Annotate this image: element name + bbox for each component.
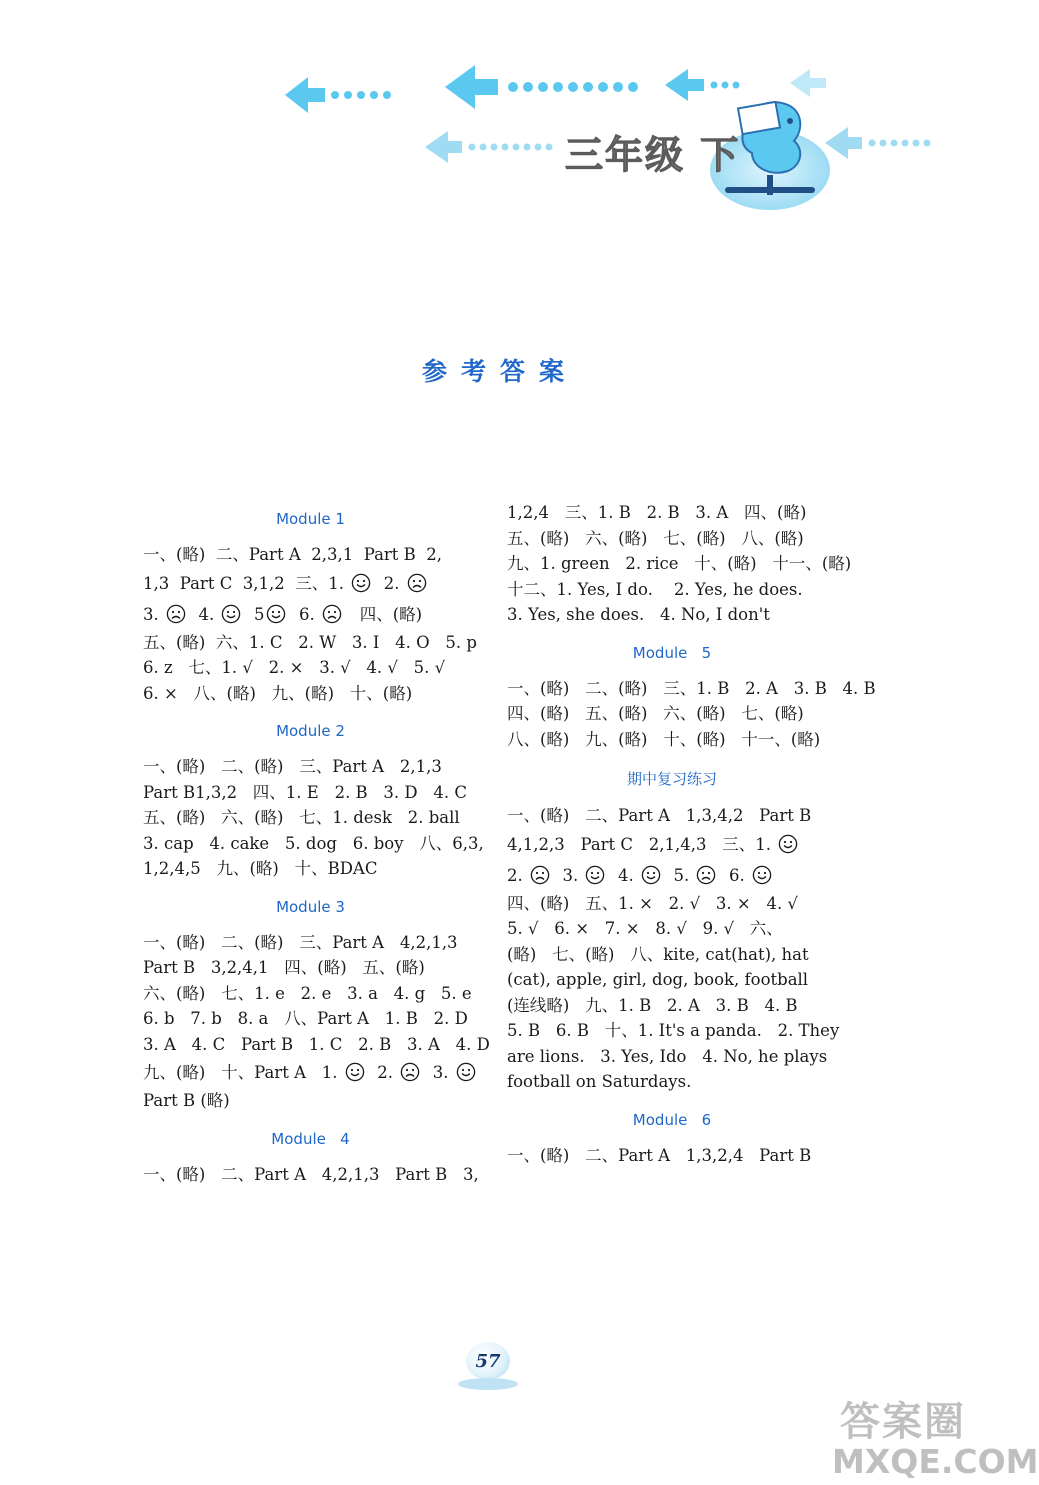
section-heading: Module 6: [632, 1110, 712, 1129]
answer-line: 五、(略) 六、(略) 七、1. desk 2. ball: [143, 808, 460, 827]
section-heading: Module 2: [276, 722, 345, 740]
answer-line: Part B (略): [143, 1091, 230, 1110]
section-heading: Module 1: [276, 510, 345, 528]
page-number-base: [458, 1378, 518, 1390]
sad-face-icon: [322, 604, 342, 624]
answer-line: 一、(略) 二、Part A 1,3,2,4 Part B: [507, 1145, 812, 1165]
answer-line: Part B1,3,2 四、1. E 2. B 3. D 4. C: [143, 782, 467, 802]
header-banner: [270, 55, 970, 215]
answer-line: are lions. 3. Yes, Ido 4. No, he plays: [507, 1046, 828, 1066]
answer-line: 6. b 7. b 8. a 八、Part A 1. B 2. D: [143, 1009, 468, 1028]
answer-line: 一、(略) 二、(略) 三、Part A 2,1,3: [143, 757, 442, 776]
happy-face-icon: [456, 1062, 476, 1082]
answer-line: (略) 七、(略) 八、kite, cat(hat), hat: [507, 944, 809, 964]
happy-face-icon: [778, 834, 798, 854]
arrow-left-icon: [790, 69, 826, 97]
answer-line: (连线略) 九、1. B 2. A 3. B 4. B: [507, 995, 798, 1015]
answer-line: 一、(略) 二、Part A 2,3,1 Part B 2,: [143, 545, 443, 564]
answer-line: 3. cap 4. cake 5. dog 6. boy 八、6,3,: [143, 833, 484, 853]
answer-line: 一、(略) 二、Part A 4,2,1,3 Part B 3,: [143, 1164, 479, 1184]
answer-line: (cat), apple, girl, dog, book, football: [507, 970, 809, 989]
watermark-url: MXQE.COM: [832, 1442, 1039, 1481]
arrow-left-icon: [825, 127, 931, 159]
answer-line: 2. 3. 4. 5. 6.: [507, 860, 837, 891]
sad-face-icon: [530, 865, 550, 885]
answer-line: 九、1. green 2. rice 十、(略) 十一、(略): [507, 554, 852, 573]
banner-title: 三年级 下: [565, 133, 741, 177]
answer-line: 一、(略) 二、(略) 三、Part A 4,2,1,3: [143, 932, 458, 952]
answer-line: 六、(略) 七、1. e 2. e 3. a 4. g 5. e: [143, 983, 472, 1003]
section-heading: Module 5: [632, 643, 712, 662]
answer-line: 1,3 Part C 3,1,2 三、1. 2.: [143, 568, 478, 599]
answer-line: football on Saturdays.: [507, 1072, 692, 1091]
sad-face-icon: [696, 865, 716, 885]
sad-face-icon: [407, 573, 427, 593]
answer-line: 3. 4. 5 6. 四、(略): [143, 604, 423, 624]
answer-line: 四、(略) 五、1. × 2. √ 3. × 4. √: [507, 893, 798, 913]
arrow-left-icon: [285, 77, 391, 113]
answer-line: 3. Yes, she does. 4. No, I don't: [507, 605, 770, 624]
happy-face-icon: [585, 865, 605, 885]
section-heading: Module 3: [276, 897, 345, 916]
arrow-left-icon: [425, 131, 553, 163]
answer-line: 5. √ 6. × 7. × 8. √ 9. √ 六、: [507, 919, 783, 938]
happy-face-icon: [221, 604, 241, 624]
section-heading: 期中复习练习: [626, 770, 717, 788]
answer-line: 1,2,4,5 九、(略) 十、BDAC: [143, 859, 378, 878]
answer-line: 6. × 八、(略) 九、(略) 十、(略): [143, 683, 413, 703]
answer-line: 一、(略) 二、Part A 1,3,4,2 Part B: [507, 806, 812, 825]
answer-line: Part B 3,2,4,1 四、(略) 五、(略): [143, 958, 425, 977]
answer-line: 6. z 七、1. √ 2. × 3. √ 4. √ 5. √: [143, 658, 446, 677]
happy-face-icon: [345, 1062, 365, 1082]
page-title: 参考答案: [421, 357, 578, 386]
sad-face-icon: [400, 1062, 420, 1082]
arrow-left-icon: [445, 65, 638, 109]
answer-line: 五、(略) 六、(略) 七、(略) 八、(略): [507, 528, 804, 548]
answer-line: 4,1,2,3 Part C 2,1,4,3 三、1.: [507, 829, 837, 860]
watermark: [832, 1390, 1039, 1485]
left-answer-column: [143, 500, 490, 1187]
happy-face-icon: [752, 865, 772, 885]
watermark-chinese: 答案圈: [840, 1399, 966, 1445]
answer-line: 十二、1. Yes, I do. 2. Yes, he does.: [507, 579, 803, 599]
answer-line: 八、(略) 九、(略) 十、(略) 十一、(略): [507, 729, 821, 749]
answer-line: 1,2,4 三、1. B 2. B 3. A 四、(略): [507, 503, 807, 522]
sad-face-icon: [166, 604, 186, 624]
answer-line: 5. B 6. B 十、1. It's a panda. 2. They: [507, 1021, 840, 1040]
answer-line: 四、(略) 五、(略) 六、(略) 七、(略): [507, 704, 804, 723]
happy-face-icon: [641, 865, 661, 885]
answer-line: 五、(略) 六、1. C 2. W 3. I 4. O 5. p: [143, 632, 477, 652]
answer-line: 九、(略) 十、Part A 1. 2. 3.: [143, 1057, 478, 1088]
answer-line: 3. A 4. C Part B 1. C 2. B 3. A 4. D: [143, 1034, 490, 1054]
section-heading: Module 4: [271, 1129, 350, 1148]
page-number-text: 57: [475, 1351, 501, 1372]
right-answer-column: [507, 500, 876, 1168]
arrow-left-icon: [665, 69, 740, 101]
page-number: [458, 1338, 518, 1393]
answer-line: 一、(略) 二、(略) 三、1. B 2. A 3. B 4. B: [507, 678, 876, 698]
happy-face-icon: [351, 573, 371, 593]
happy-face-icon: [266, 604, 286, 624]
